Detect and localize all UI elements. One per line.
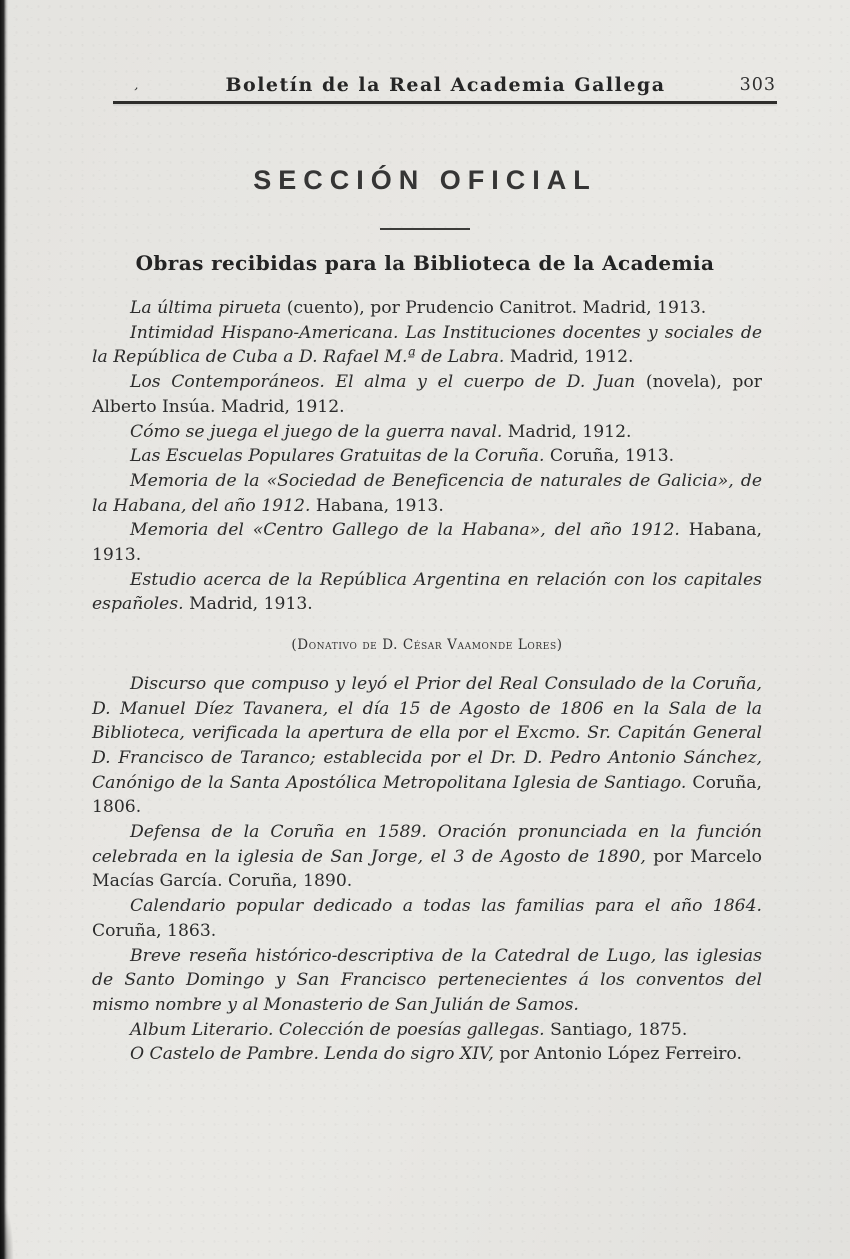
page-number: 303 (739, 75, 776, 95)
entry-imprint-segment: por Marcelo Macías García. Coruña, 1890. (92, 846, 762, 892)
entry-imprint-segment: Santiago, 1875. (550, 1019, 688, 1040)
entry-imprint-segment: por Antonio López Ferreiro. (499, 1044, 742, 1065)
bibliography-entry (92, 370, 762, 419)
bibliography-entry (92, 944, 762, 1018)
entry-title-segment: Estudio acerca de la República Argentina en relación con los capitales españoles. (92, 569, 762, 615)
entry-title-segment: Memoria de la «Sociedad de Beneficencia de naturales de Galicia», de la Habana, del año 1912. (92, 470, 762, 516)
entry-imprint-segment: Madrid, 1913. (189, 594, 313, 615)
scan-smudge-bottom-left (0, 1199, 14, 1259)
bibliography-entry (92, 469, 762, 518)
bibliography-entry (92, 820, 762, 894)
entry-title-segment: O Castelo de Pambre. Lenda do sigro XIV, (130, 1044, 500, 1065)
entry-title-segment: Album Literario. Colección de poesías gallegas. (130, 1019, 551, 1040)
entry-imprint-segment: Madrid, 1912. (509, 347, 634, 368)
bibliography-entry (92, 518, 762, 567)
document-subtitle: Obras recibidas para la Biblioteca de la Academia (135, 251, 715, 275)
donation-note: (Donativo de D. César Vaamonde Lores) (291, 637, 563, 654)
bibliography-list-before-donation (92, 296, 762, 617)
entry-title-segment: Los Contemporáneos. El alma y el cuerpo de D. Juan (130, 372, 646, 393)
bibliography-entry (92, 672, 762, 820)
header-rule (113, 101, 777, 104)
entry-imprint-segment: (cuento), por Prudencio Canitrot. Madrid, 1913. (286, 298, 707, 318)
entry-title-segment: Las Escuelas Populares Gratuitas de la Coruña. (130, 446, 550, 467)
bibliography-list-after-donation (92, 672, 762, 1067)
bibliography-entry (92, 894, 762, 943)
bibliography-entry (92, 420, 762, 445)
bibliography-entry (92, 1042, 762, 1067)
section-title: SECCIÓN OFICIAL (253, 165, 597, 195)
entry-title-segment: La última pirueta (130, 298, 287, 318)
bibliography-entry (92, 1018, 762, 1043)
entry-title-segment: Cómo se juega el juego de la guerra naval. (130, 421, 508, 442)
entry-imprint-segment: Coruña, 1806. (92, 772, 762, 818)
journal-title: Boletín de la Real Academia Gallega (225, 74, 666, 96)
entry-imprint-segment: (novela), por Alberto Insúa. Madrid, 1912. (92, 372, 763, 417)
entry-title-segment: Calendario popular dedicado a todas las familias para el año 1864. (130, 896, 762, 917)
scan-stray-mark: ‚ (133, 77, 141, 94)
entry-title-segment: Memoria del «Centro Gallego de la Habana», del año 1912. (130, 520, 689, 541)
entry-title-segment: Intimidad Hispano-Americana. Las Instituciones docentes y sociales de la República de Cuba a D. Rafael M.ª de Labra. (92, 322, 762, 368)
journal-header (113, 74, 778, 98)
page-body (92, 296, 762, 1067)
entry-imprint-segment: Madrid, 1912. (507, 421, 632, 442)
bibliography-entry (92, 568, 762, 617)
bibliography-entry (92, 321, 762, 370)
section-title-divider (380, 228, 470, 230)
entry-imprint-segment: Habana, 1913. (92, 520, 762, 566)
bibliography-entry (92, 444, 762, 469)
entry-imprint-segment: Coruña, 1913. (549, 446, 675, 467)
entry-imprint-segment: Coruña, 1863. (92, 920, 217, 941)
bibliography-entry (92, 296, 762, 321)
entry-imprint-segment: Habana, 1913. (315, 495, 444, 516)
entry-title-segment: Discurso que compuso y leyó el Prior del Real Consulado de la Coruña, D. Manuel Díez Tavanera, el día 15 de Agosto de 1806 en la Sala de la Biblioteca, verificada la apertura de ella por el Excmo. Sr. Capitán General D. Francisco de Taranco; establecida por el Dr. D. Pedro Antonio Sánchez, Canónigo de la Santa Apostólica Metropolitana Iglesia de Santiago. (92, 673, 762, 793)
entry-title-segment: Defensa de la Coruña en 1589. Oración pronunciada en la función celebrada en la iglesia de San Jorge, el 3 de Agosto de 1890, (92, 822, 762, 867)
entry-title-segment: Breve reseña histórico-descriptiva de la Catedral de Lugo, las iglesias de Santo Domingo y San Francisco pertenecientes á los conventos del mismo nombre y al Monasterio de San Julián de Samos. (92, 945, 762, 1015)
